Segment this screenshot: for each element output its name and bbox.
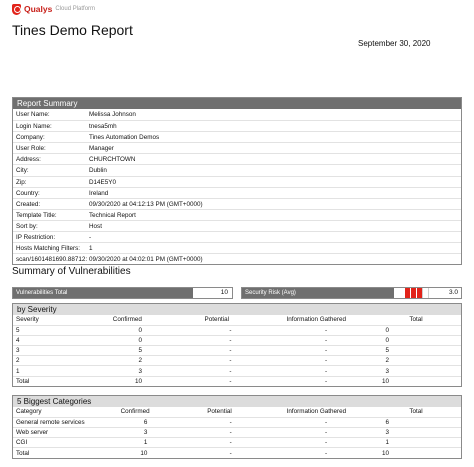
risk-level-cell bbox=[428, 288, 434, 298]
summary-row bbox=[13, 109, 461, 120]
brand-name: Qualys bbox=[24, 4, 53, 14]
table-cell: - bbox=[177, 427, 261, 437]
summary-row-label: Address: bbox=[16, 156, 41, 164]
summary-row bbox=[13, 131, 461, 142]
table-cell: - bbox=[172, 346, 261, 356]
table-row bbox=[13, 376, 461, 386]
summary-row-label: City: bbox=[16, 167, 29, 175]
qualys-logo bbox=[12, 3, 95, 15]
table-cell: 2 bbox=[13, 356, 83, 366]
column-header: Potential bbox=[204, 316, 230, 324]
table-cell: 0 bbox=[371, 325, 461, 335]
table-cell: - bbox=[262, 366, 372, 376]
by-severity-header: by Severity bbox=[13, 304, 461, 315]
table-cell: General remote services bbox=[13, 417, 93, 427]
table-row bbox=[13, 325, 461, 335]
summary-row-value: Host bbox=[89, 222, 102, 230]
summary-row-label: User Name: bbox=[16, 111, 50, 118]
summary-row-label: scan/1601481690.88712: bbox=[16, 256, 88, 264]
table-cell: - bbox=[262, 448, 371, 458]
summary-row-value: 09/30/2020 at 04:12:13 PM (GMT+0000) bbox=[89, 200, 203, 208]
table-cell: 2 bbox=[371, 356, 461, 366]
summary-row-label: Login Name: bbox=[16, 123, 52, 131]
summary-row-value: Dublin bbox=[89, 167, 107, 175]
column-header: Information Gathered bbox=[286, 408, 347, 416]
table-cell: Total bbox=[13, 376, 83, 386]
report-title: Tines Demo Report bbox=[12, 22, 133, 38]
categories-header: 5 Biggest Categories bbox=[13, 396, 461, 407]
summary-row bbox=[13, 242, 461, 253]
table-row bbox=[13, 335, 461, 345]
table-cell: - bbox=[177, 417, 261, 427]
summary-row-value: Tines Automation Demos bbox=[89, 134, 160, 142]
table-cell: CGI bbox=[13, 438, 93, 448]
summary-row-value: 09/30/2020 at 04:02:01 PM (GMT+0000) bbox=[89, 256, 203, 264]
report-date: September 30, 2020 bbox=[358, 39, 431, 48]
table-cell: 3 bbox=[371, 366, 461, 376]
by-severity-box bbox=[12, 303, 462, 387]
summary-row bbox=[13, 142, 461, 153]
summary-row bbox=[13, 198, 461, 209]
table-cell: - bbox=[177, 448, 261, 458]
table-cell: - bbox=[262, 335, 372, 345]
table-cell: 3 bbox=[13, 346, 83, 356]
table-cell: - bbox=[172, 366, 261, 376]
vulnerabilities-total-label: Vulnerabilities Total bbox=[13, 288, 193, 298]
table-cell: 10 bbox=[371, 448, 461, 458]
vulnerabilities-total-bar bbox=[12, 287, 233, 299]
table-cell: - bbox=[262, 325, 372, 335]
summary-row bbox=[13, 220, 461, 231]
summary-row bbox=[13, 120, 461, 131]
table-cell: 3 bbox=[83, 366, 172, 376]
table-cell: 5 bbox=[13, 325, 83, 335]
table-cell: 6 bbox=[93, 417, 177, 427]
table-cell: 10 bbox=[371, 376, 461, 386]
summary-row-value: - bbox=[89, 234, 92, 242]
table-row bbox=[13, 427, 461, 437]
security-risk-label: Security Risk (Avg) bbox=[242, 288, 394, 298]
table-cell: - bbox=[172, 325, 261, 335]
summary-row bbox=[13, 253, 461, 264]
summary-row-value: Melissa Johnson bbox=[89, 111, 136, 118]
column-header: Confirmed bbox=[120, 408, 150, 416]
table-cell: - bbox=[172, 376, 261, 386]
security-risk-bar bbox=[241, 287, 462, 299]
table-row bbox=[13, 346, 461, 356]
table-cell: - bbox=[177, 438, 261, 448]
summary-row bbox=[13, 176, 461, 187]
table-row bbox=[13, 366, 461, 376]
table-cell: 10 bbox=[93, 448, 177, 458]
table-cell: 1 bbox=[93, 438, 177, 448]
column-header: Total bbox=[409, 408, 423, 416]
summary-row-label: Created: bbox=[16, 200, 41, 208]
table-cell: - bbox=[262, 417, 371, 427]
column-header: Category bbox=[16, 408, 42, 416]
summary-row-value: 1 bbox=[89, 245, 93, 253]
column-header: Total bbox=[409, 316, 423, 324]
summary-row-value: tnesa5mh bbox=[89, 123, 117, 131]
summary-row bbox=[13, 209, 461, 220]
table-cell: 0 bbox=[83, 325, 172, 335]
table-cell: 6 bbox=[371, 417, 461, 427]
summary-row-label: Zip: bbox=[16, 178, 27, 186]
table-cell: - bbox=[172, 356, 261, 366]
categories-box bbox=[12, 395, 462, 459]
column-header: Confirmed bbox=[112, 316, 142, 324]
summary-row-label: Hosts Matching Filters: bbox=[16, 245, 81, 253]
table-cell: 5 bbox=[83, 346, 172, 356]
summary-row-label: Country: bbox=[16, 189, 40, 197]
table-cell: 0 bbox=[371, 335, 461, 345]
brand-subtitle: Cloud Platform bbox=[55, 6, 96, 12]
table-cell: 1 bbox=[371, 438, 461, 448]
summary-row-value: Ireland bbox=[89, 189, 109, 197]
summary-row-label: User Role: bbox=[16, 145, 46, 153]
summary-row bbox=[13, 164, 461, 175]
by-severity-table bbox=[13, 315, 461, 386]
table-row bbox=[13, 417, 461, 427]
summary-row bbox=[13, 153, 461, 164]
table-row bbox=[13, 438, 461, 448]
report-summary-box bbox=[12, 97, 462, 265]
summary-row-label: Sort by: bbox=[16, 222, 38, 230]
table-cell: - bbox=[262, 346, 372, 356]
table-cell: 5 bbox=[371, 346, 461, 356]
column-header: Severity bbox=[16, 316, 39, 324]
table-cell: 3 bbox=[371, 427, 461, 437]
table-cell: 4 bbox=[13, 335, 83, 345]
summary-row-label: IP Restriction: bbox=[16, 234, 56, 242]
table-cell: Web server bbox=[13, 427, 93, 437]
qualys-shield-icon bbox=[12, 4, 21, 15]
summary-row-value: Manager bbox=[89, 145, 114, 153]
summary-row-value: D14E5Y0 bbox=[89, 178, 116, 186]
summary-row bbox=[13, 187, 461, 198]
table-header-row bbox=[13, 407, 461, 417]
table-cell: 2 bbox=[83, 356, 172, 366]
summary-row-label: Template Title: bbox=[16, 211, 57, 219]
table-cell: - bbox=[262, 376, 372, 386]
security-risk-gauge bbox=[404, 288, 434, 298]
table-cell: Total bbox=[13, 448, 93, 458]
table-cell: - bbox=[172, 335, 261, 345]
summary-row bbox=[13, 231, 461, 242]
report-summary-rows bbox=[13, 109, 461, 264]
table-cell: - bbox=[262, 356, 372, 366]
summary-row-label: Company: bbox=[16, 134, 45, 142]
table-cell: 0 bbox=[83, 335, 172, 345]
table-cell: - bbox=[262, 427, 371, 437]
vulnerabilities-total-value: 10 bbox=[220, 289, 228, 296]
security-risk-value: 3.0 bbox=[448, 289, 458, 296]
table-row bbox=[13, 356, 461, 366]
table-cell: - bbox=[262, 438, 371, 448]
table-cell: 10 bbox=[83, 376, 172, 386]
summary-row-value: Technical Report bbox=[89, 211, 136, 219]
vulnerabilities-section-title: Summary of Vulnerabilities bbox=[12, 266, 131, 277]
column-header: Potential bbox=[207, 408, 232, 416]
table-header-row bbox=[13, 315, 461, 325]
table-row bbox=[13, 448, 461, 458]
table-cell: 3 bbox=[93, 427, 177, 437]
summary-row-value: CHURCHTOWN bbox=[89, 156, 136, 164]
categories-table bbox=[13, 407, 461, 458]
table-cell: 1 bbox=[13, 366, 83, 376]
column-header: Information Gathered bbox=[286, 316, 347, 324]
report-summary-header: Report Summary bbox=[13, 98, 461, 109]
